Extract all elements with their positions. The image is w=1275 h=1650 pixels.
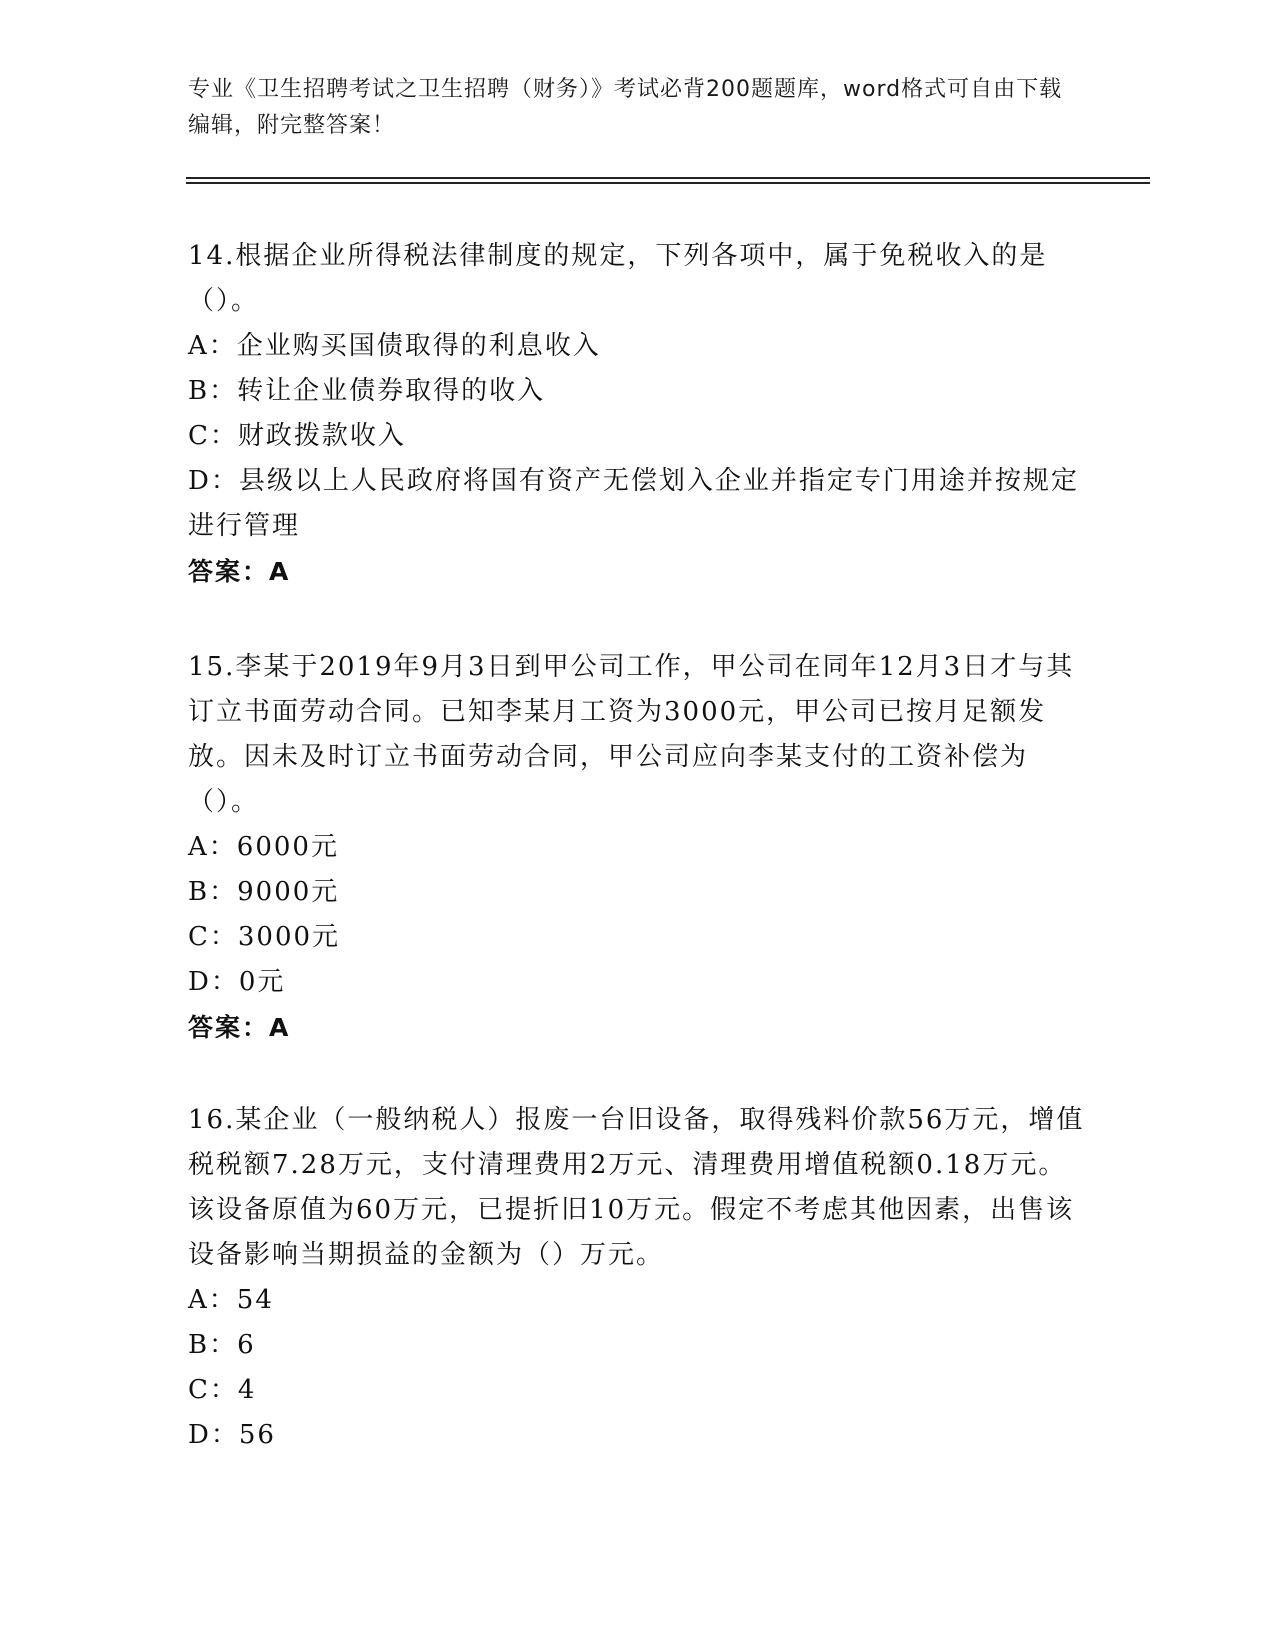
answer-line: 答案：A xyxy=(188,1013,291,1042)
option-b: B：转让企业债券取得的收入 xyxy=(188,376,546,406)
option-d: D：县级以上人民政府将国有资产无偿划入企业并指定专门用途并按规定进行管理 xyxy=(188,466,1079,541)
question-15 xyxy=(188,645,1088,1050)
header-divider-top xyxy=(186,177,1150,179)
document-title: 专业《卫生招聘考试之卫生招聘（财务）》考试必背200题题库，word格式可自由下载编辑，附完整答案！ xyxy=(188,77,1063,138)
option-b: B：6 xyxy=(188,1330,256,1360)
option-d: D：0元 xyxy=(188,967,286,997)
option-a: A：54 xyxy=(188,1285,274,1315)
question-text: 15.李某于2019年9月3日到甲公司工作，甲公司在同年12月3日才与其订立书面劳动合同。已知李某月工资为3000元，甲公司已按月足额发放。因未及时订立书面劳动合同，甲公司应向李某支付的工资补偿为（）。 xyxy=(188,652,1075,817)
option-c: C：3000元 xyxy=(188,922,341,952)
option-a: A：6000元 xyxy=(188,832,339,862)
option-b: B：9000元 xyxy=(188,877,340,907)
document-header xyxy=(188,72,1068,144)
question-text: 14.根据企业所得税法律制度的规定，下列各项中，属于免税收入的是（）。 xyxy=(188,241,1048,316)
option-d: D：56 xyxy=(188,1420,276,1450)
option-a: A：企业购买国债取得的利息收入 xyxy=(188,331,601,361)
question-14 xyxy=(188,234,1088,594)
option-c: C：4 xyxy=(188,1375,257,1405)
question-text: 16.某企业（一般纳税人）报废一台旧设备，取得残料价款56万元，增值税税额7.28万元，支付清理费用2万元、清理费用增值税额0.18万元。该设备原值为60万元，已提折旧10万元。假定不考虑其他因素，出售该设备影响当期损益的金额为（）万元。 xyxy=(188,1105,1085,1270)
answer-line: 答案：A xyxy=(188,557,291,586)
option-c: C：财政拨款收入 xyxy=(188,421,406,451)
question-16 xyxy=(188,1098,1088,1458)
header-divider-bottom xyxy=(186,182,1150,184)
